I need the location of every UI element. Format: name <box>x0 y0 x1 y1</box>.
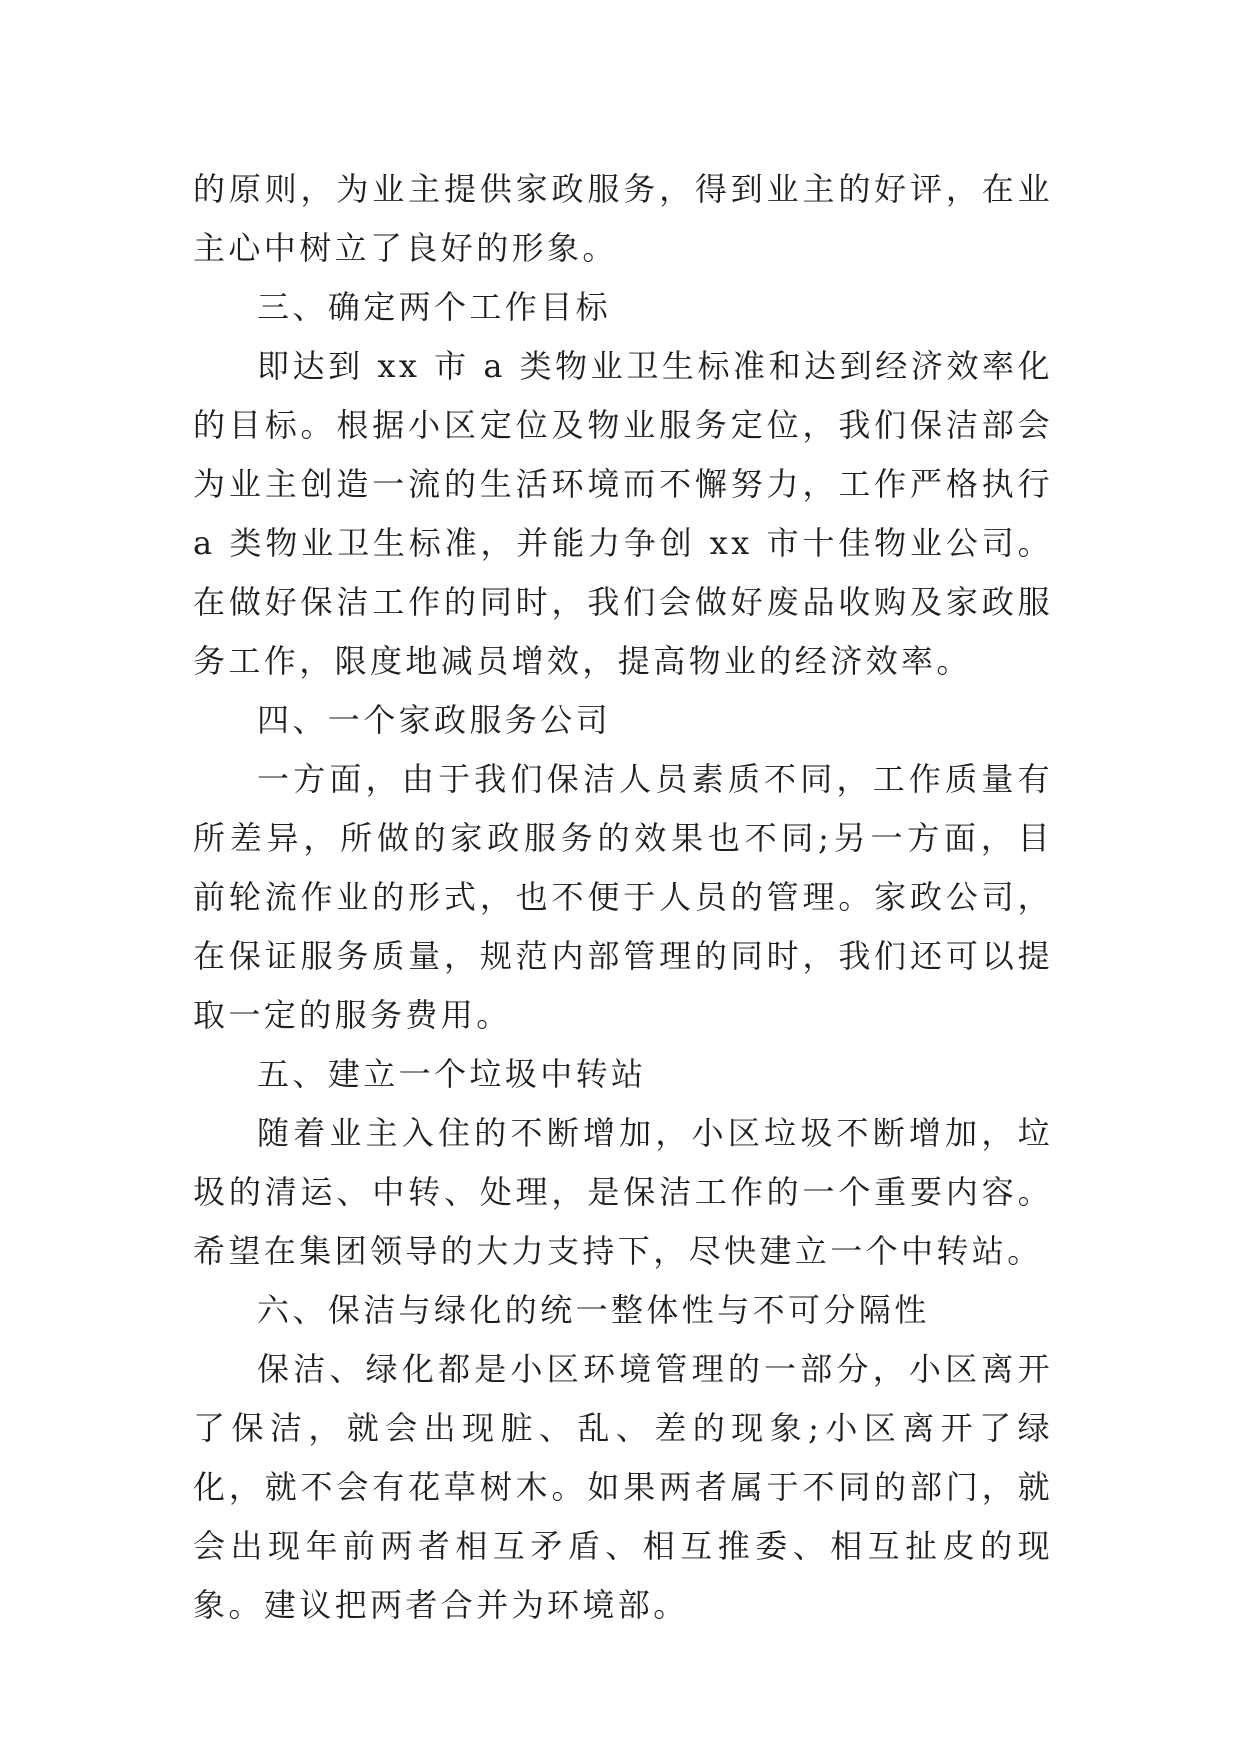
paragraph-continuation: 的原则，为业主提供家政服务，得到业主的好评，在业主心中树立了良好的形象。 <box>193 170 1053 267</box>
paragraph-cleaning-greening: 保洁、绿化都是小区环境管理的一部分，小区离开了保洁，就会出现脏、乱、差的现象;小区离开了绿化，就不会有花草树木。如果两者属于不同的部门，就会出现年前两者相互矛盾、相互推委、相互扯皮的现象。建议把两者合并为环境部。 <box>193 1350 1053 1624</box>
section-heading-five: 五、建立一个垃圾中转站 <box>257 1055 647 1093</box>
paragraph-work-goals: 即达到 xx 市 a 类物业卫生标准和达到经济效率化的目标。根据小区定位及物业服务定位，我们保洁部会为业主创造一流的生活环境而不懈努力，工作严格执行 a 类物业卫生标准，并能力争创 xx 市十佳物业公司。在做好保洁工作的同时，我们会做好废品收购及家政服务工作，限度地减员增效，提高物业的经济效率。 <box>193 347 1053 680</box>
paragraph-garbage-station: 随着业主入住的不断增加，小区垃圾不断增加，垃圾的清运、中转、处理，是保洁工作的一个重要内容。希望在集团领导的大力支持下，尽快建立一个中转站。 <box>193 1114 1053 1270</box>
section-heading-six: 六、保洁与绿化的统一整体性与不可分隔性 <box>257 1291 930 1329</box>
section-heading-four: 四、一个家政服务公司 <box>257 701 612 739</box>
paragraph-housekeeping-company: 一方面，由于我们保洁人员素质不同，工作质量有所差异，所做的家政服务的效果也不同;另一方面，目前轮流作业的形式，也不便于人员的管理。家政公司，在保证服务质量，规范内部管理的同时，我们还可以提取一定的服务费用。 <box>193 760 1053 1034</box>
section-heading-three: 三、确定两个工作目标 <box>257 288 612 326</box>
document-body <box>193 160 1053 1635</box>
